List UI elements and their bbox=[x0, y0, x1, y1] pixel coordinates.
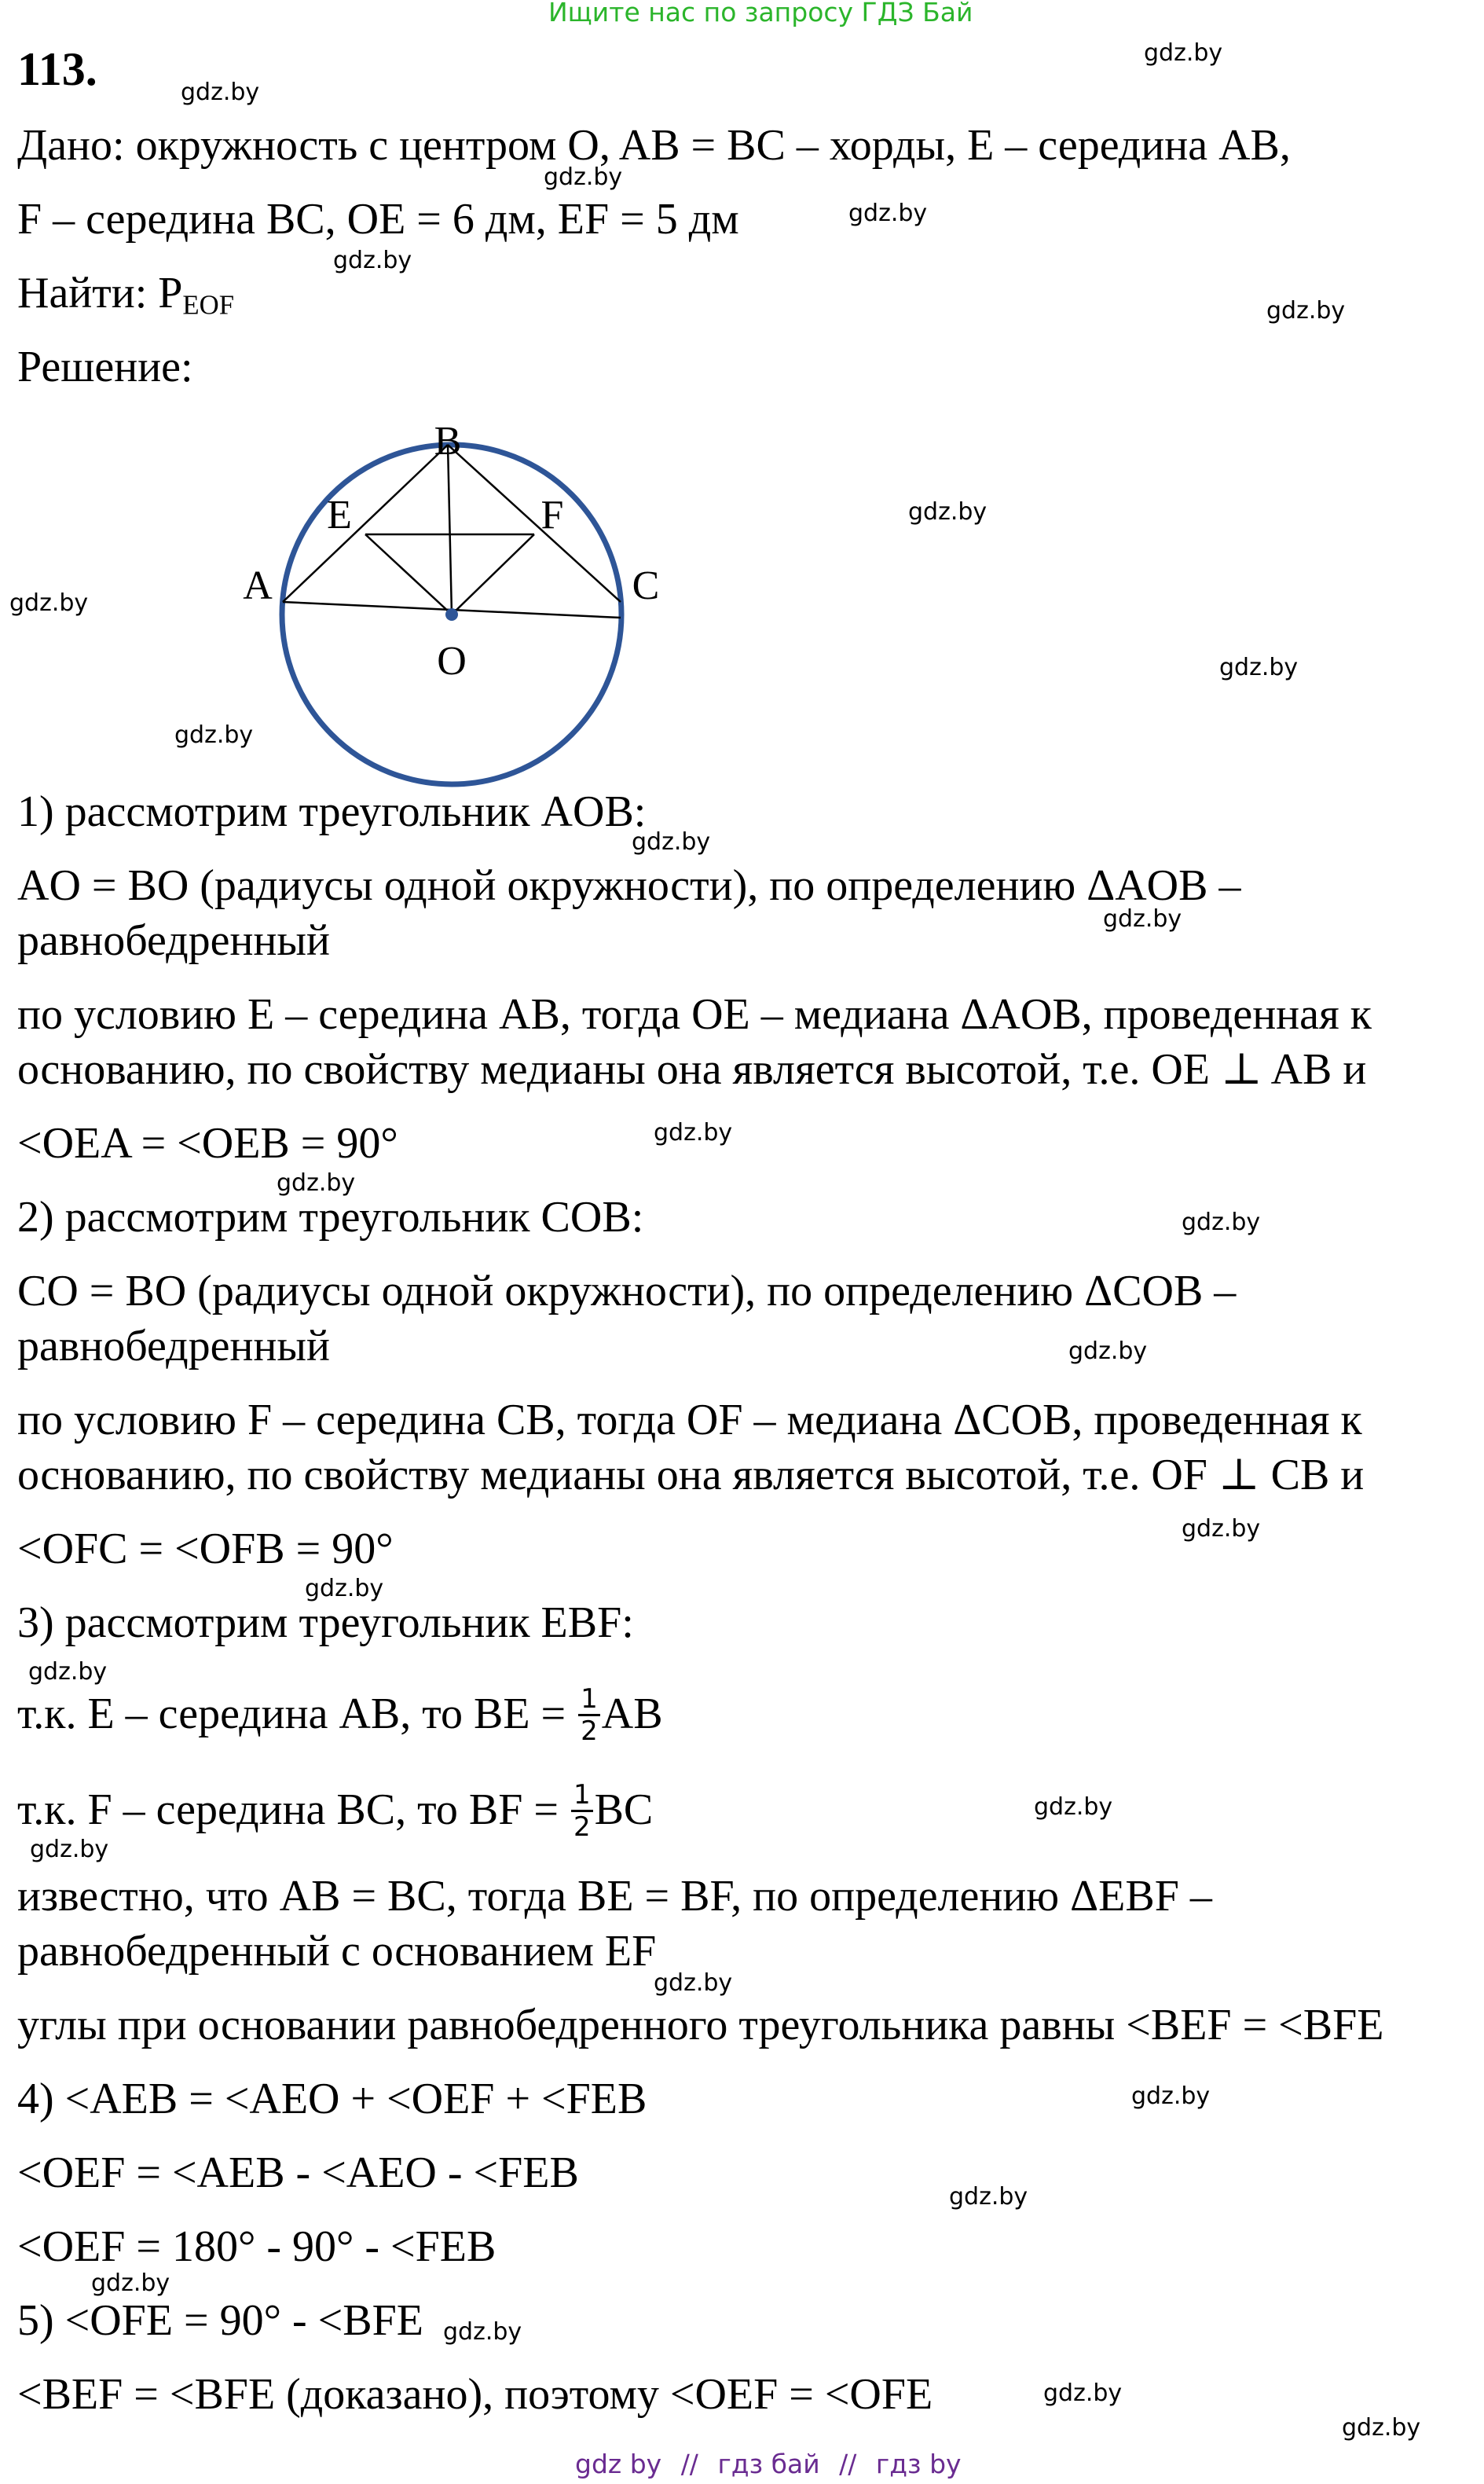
step3-line3: известно, что AB = BC, тогда BE = BF, по определению ΔEBF – bbox=[17, 1872, 1212, 1921]
step3-line1 bbox=[17, 1682, 663, 1749]
label-e: E bbox=[327, 493, 352, 538]
given-line-1: Дано: окружность с центром O, AB = BC – хорды, E – середина AB, bbox=[17, 121, 1291, 170]
label-a: A bbox=[243, 563, 273, 608]
watermark: gdz.by bbox=[9, 589, 89, 617]
step3-line4: равнобедренный с основанием EF bbox=[17, 1927, 657, 1976]
watermark: gdz.by bbox=[305, 1575, 384, 1602]
step3-line2-tail: BC bbox=[594, 1785, 654, 1834]
watermark: gdz.by bbox=[848, 200, 928, 227]
step1-line1: AO = BO (радиусы одной окружности), по определению ΔAOB – bbox=[17, 861, 1241, 910]
watermark: gdz.by bbox=[908, 498, 988, 526]
step1-line4: основанию, по свойству медианы она является высотой, т.е. OE ⊥ AB и bbox=[17, 1045, 1367, 1094]
geometry-diagram bbox=[0, 0, 1484, 802]
watermark: gdz.by bbox=[277, 1169, 356, 1197]
fraction-one-half bbox=[571, 1780, 593, 1842]
footer-link-gdz-by[interactable]: gdz by bbox=[575, 2449, 662, 2479]
step3-line5: углы при основании равнобедренного треугольника равны <BEF = <BFE bbox=[17, 2001, 1384, 2049]
watermark: gdz.by bbox=[443, 2318, 522, 2346]
footer-separator: // bbox=[839, 2449, 857, 2479]
step1-line3: по условию E – середина AB, тогда OE – медиана ΔAOB, проведенная к bbox=[17, 990, 1372, 1039]
step3-line1-tail: AB bbox=[601, 1690, 663, 1738]
find-subscript: EOF bbox=[182, 289, 235, 321]
label-o: O bbox=[437, 639, 467, 684]
step1-title: 1) рассмотрим треугольник AOB: bbox=[17, 787, 647, 836]
given-line-2: F – середина BC, OE = 6 дм, EF = 5 дм bbox=[17, 195, 739, 244]
label-c: C bbox=[632, 563, 660, 608]
watermark: gdz.by bbox=[174, 721, 254, 749]
watermark: gdz.by bbox=[1131, 2082, 1211, 2110]
step2-line5: <OFC = <OFB = 90° bbox=[17, 1525, 394, 1573]
center-point bbox=[445, 608, 458, 621]
step2-line4: основанию, по свойству медианы она является высотой, т.е. OF ⊥ CB и bbox=[17, 1451, 1365, 1499]
step4-line1: 4) <AEB = <AEO + <OEF + <FEB bbox=[17, 2075, 647, 2123]
find-prefix: Найти: P bbox=[17, 269, 183, 317]
segment-bo bbox=[448, 445, 452, 615]
footer-separator: // bbox=[680, 2449, 698, 2479]
footer-links bbox=[575, 2449, 962, 2479]
fraction-numerator: 1 bbox=[571, 1780, 593, 1812]
footer-link-gdz-by-cyr[interactable]: гдз by bbox=[875, 2449, 962, 2479]
step5-line1: 5) <OFE = 90° - <BFE bbox=[17, 2296, 423, 2345]
watermark: gdz.by bbox=[1219, 654, 1299, 681]
watermark: gdz.by bbox=[1182, 1209, 1261, 1236]
watermark: gdz.by bbox=[28, 1658, 108, 1686]
watermark: gdz.by bbox=[1342, 2414, 1421, 2442]
watermark: gdz.by bbox=[30, 1836, 109, 1863]
step5-line2: <BEF = <BFE (доказано), поэтому <OEF = <OFE bbox=[17, 2370, 933, 2419]
step3-line2 bbox=[17, 1778, 654, 1845]
watermark: gdz.by bbox=[1103, 905, 1182, 933]
watermark: gdz.by bbox=[1034, 1793, 1113, 1821]
watermark: gdz.by bbox=[333, 247, 412, 274]
watermark: gdz.by bbox=[1182, 1515, 1261, 1543]
label-b: B bbox=[434, 419, 462, 464]
step2-line2: равнобедренный bbox=[17, 1322, 331, 1370]
step4-line2: <OEF = <AEB - <AEO - <FEB bbox=[17, 2148, 579, 2197]
step2-title: 2) рассмотрим треугольник COB: bbox=[17, 1193, 644, 1242]
problem-number: 113. bbox=[17, 43, 97, 95]
watermark: gdz.by bbox=[949, 2183, 1028, 2211]
watermark: gdz.by bbox=[1043, 2379, 1123, 2407]
fraction-numerator: 1 bbox=[578, 1684, 600, 1716]
fraction-denominator: 2 bbox=[581, 1715, 598, 1747]
step3-line2-text: т.к. F – середина BC, то BF = bbox=[17, 1785, 570, 1834]
footer-link-gdz-bai[interactable]: гдз бай bbox=[717, 2449, 820, 2479]
label-f: F bbox=[540, 493, 564, 538]
fraction-denominator: 2 bbox=[573, 1811, 591, 1843]
segment-fo bbox=[452, 534, 534, 615]
watermark: gdz.by bbox=[181, 79, 260, 106]
segment-eo bbox=[365, 534, 452, 615]
step2-line1: CO = BO (радиусы одной окружности), по определению ΔCOB – bbox=[17, 1267, 1237, 1315]
step3-title: 3) рассмотрим треугольник EBF: bbox=[17, 1598, 634, 1647]
watermark: gdz.by bbox=[1068, 1337, 1148, 1365]
solution-label: Решение: bbox=[17, 343, 193, 391]
watermark: gdz.by bbox=[654, 1969, 733, 1997]
watermark: gdz.by bbox=[544, 163, 623, 191]
step4-line3: <OEF = 180° - 90° - <FEB bbox=[17, 2222, 496, 2271]
step2-line3: по условию F – середина CB, тогда OF – медиана ΔCOB, проведенная к bbox=[17, 1396, 1362, 1444]
step1-line5: <OEA = <OEB = 90° bbox=[17, 1119, 398, 1168]
watermark: gdz.by bbox=[632, 828, 711, 856]
watermark: gdz.by bbox=[1144, 39, 1223, 67]
step3-line1-text: т.к. E – середина AB, то BE = bbox=[17, 1690, 577, 1738]
fraction-one-half bbox=[578, 1684, 600, 1746]
step1-line2: равнобедренный bbox=[17, 916, 331, 965]
header-search-link[interactable]: Ищите нас по запросу ГДЗ Бай bbox=[548, 0, 973, 28]
watermark: gdz.by bbox=[1266, 297, 1346, 325]
watermark: gdz.by bbox=[91, 2269, 170, 2297]
watermark: gdz.by bbox=[654, 1119, 733, 1147]
